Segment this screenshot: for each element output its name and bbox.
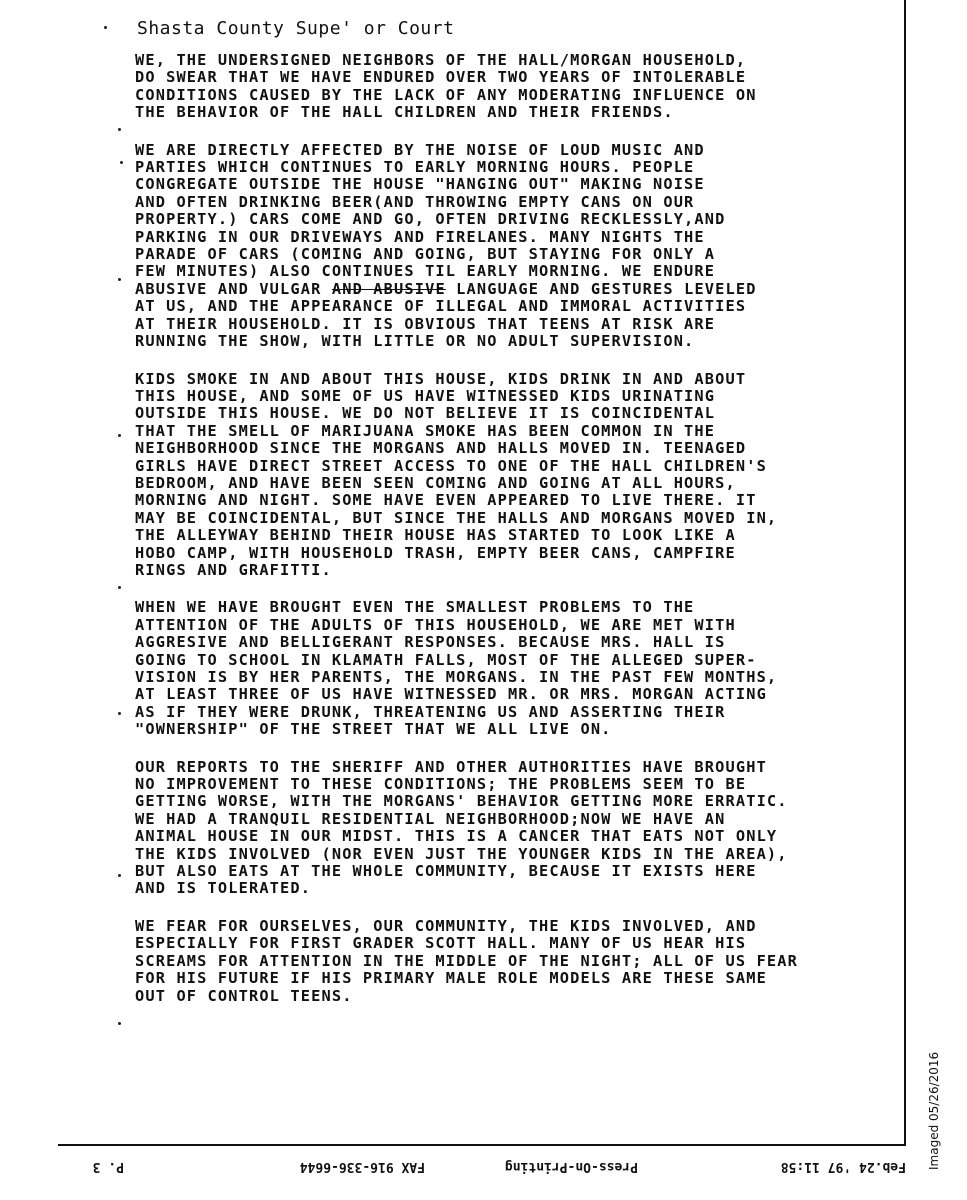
text-line: MAY BE COINCIDENTAL, BUT SINCE THE HALLS AND MORGANS MOVED IN, [135,508,778,527]
fax-page-number: P. 3 [92,1159,124,1174]
text-line: GIRLS HAVE DIRECT STREET ACCESS TO ONE OF THE HALL CHILDREN'S [135,456,767,475]
fax-number: FAX 916-336-6644 [299,1159,425,1174]
fax-header-upside-down [60,1152,906,1182]
text-line: BEDROOM, AND HAVE BEEN SEEN COMING AND GOING AT ALL HOURS, [135,473,736,492]
text-line: THE KIDS INVOLVED (NOR EVEN JUST THE YOUNGER KIDS IN THE AREA), [135,844,788,863]
text-line: THE ALLEYWAY BEHIND THEIR HOUSE HAS STARTED TO LOOK LIKE A [135,526,736,545]
scan-speck [118,586,121,589]
text-line: AT LEAST THREE OF US HAVE WITNESSED MR. OR MRS. MORGAN ACTING [135,685,767,704]
paragraph [135,918,855,1005]
text-line: AT US, AND THE APPEARANCE OF ILLEGAL AND IMMORAL ACTIVITIES [135,297,747,316]
text-line: ANIMAL HOUSE IN OUR MIDST. THIS IS A CANCER THAT EATS NOT ONLY [135,827,778,846]
scan-speck [120,161,123,164]
text-line: WE ARE DIRECTLY AFFECTED BY THE NOISE OF LOUD MUSIC AND [135,140,705,159]
text-line: ABUSIVE AND VULGAR AND ABUSIVE LANGUAGE AND GESTURES LEVELED [135,279,757,298]
text-line: WE, THE UNDERSIGNED NEIGHBORS OF THE HALL/MORGAN HOUSEHOLD, [135,51,747,69]
text-line: WHEN WE HAVE BROUGHT EVEN THE SMALLEST PROBLEMS TO THE [135,598,695,617]
text-line: MORNING AND NIGHT. SOME HAVE EVEN APPEARED TO LIVE THERE. IT [135,491,757,510]
text-line: FEW MINUTES) ALSO CONTINUES TIL EARLY MORNING. WE ENDURE [135,262,716,281]
text-line: RINGS AND GRAFITTI. [135,560,332,579]
scan-speck [104,26,107,29]
scan-speck [118,128,121,131]
paragraph [135,759,855,898]
text-line: GOING TO SCHOOL IN KLAMATH FALLS, MOST OF THE ALLEGED SUPER- [135,650,757,669]
paragraph [135,142,855,351]
text-line: CONDITIONS CAUSED BY THE LACK OF ANY MODERATING INFLUENCE ON [135,85,757,104]
text-line: OUR REPORTS TO THE SHERIFF AND OTHER AUTHORITIES HAVE BROUGHT [135,757,767,776]
scan-speck [118,1022,121,1025]
text-line: OUT OF CONTROL TEENS. [135,986,353,1005]
paragraph [135,599,855,738]
fax-date-time: Feb.24 '97 11:58 [780,1159,906,1174]
paragraph [135,52,855,122]
text-line: AS IF THEY WERE DRUNK, THREATENING US AND ASSERTING THEIR [135,702,726,721]
scan-speck [118,712,121,715]
text-line: RUNNING THE SHOW, WITH LITTLE OR NO ADULT SUPERVISION. [135,332,695,351]
scan-speck [118,434,121,437]
text-line: PROPERTY.) CARS COME AND GO, OFTEN DRIVING RECKLESSLY,AND [135,210,726,229]
court-heading: Shasta County Supe' or Court [137,18,455,39]
text-line: THE BEHAVIOR OF THE HALL CHILDREN AND THEIR FRIENDS. [135,103,674,122]
text-line: VISION IS BY HER PARENTS, THE MORGANS. IN THE PAST FEW MONTHS, [135,668,778,686]
text-line: WE FEAR FOR OURSELVES, OUR COMMUNITY, THE KIDS INVOLVED, AND [135,916,757,935]
text-line: WE HAD A TRANQUIL RESIDENTIAL NEIGHBORHOOD;NOW WE HAVE AN [135,809,726,828]
scan-speck [118,278,121,281]
text-line: GETTING WORSE, WITH THE MORGANS' BEHAVIOR GETTING MORE ERRATIC. [135,792,788,811]
text-line: NO IMPROVEMENT TO THESE CONDITIONS; THE PROBLEMS SEEM TO BE [135,775,747,794]
text-line: PARKING IN OUR DRIVEWAYS AND FIRELANES. MANY NIGHTS THE [135,227,705,246]
text-line: THAT THE SMELL OF MARIJUANA SMOKE HAS BEEN COMMON IN THE [135,421,716,440]
text-line: NEIGHBORHOOD SINCE THE MORGANS AND HALLS MOVED IN. TEENAGED [135,439,747,458]
text-line: FOR HIS FUTURE IF HIS PRIMARY MALE ROLE MODELS ARE THESE SAME [135,969,767,988]
text-line: CONGREGATE OUTSIDE THE HOUSE "HANGING OUT" MAKING NOISE [135,175,705,194]
text-line: BUT ALSO EATS AT THE WHOLE COMMUNITY, BECAUSE IT EXISTS HERE [135,862,757,881]
struck-out-text: AND ABUSIVE [331,279,446,298]
fax-sender: Press-On-Printing [504,1159,638,1174]
text-line: KIDS SMOKE IN AND ABOUT THIS HOUSE, KIDS DRINK IN AND ABOUT [135,369,747,388]
text-line: ATTENTION OF THE ADULTS OF THIS HOUSEHOLD, WE ARE MET WITH [135,615,736,634]
text-line: SCREAMS FOR ATTENTION IN THE MIDDLE OF THE NIGHT; ALL OF US FEAR [135,951,799,970]
text-line: THIS HOUSE, AND SOME OF US HAVE WITNESSED KIDS URINATING [135,386,716,405]
text-line: HOBO CAMP, WITH HOUSEHOLD TRASH, EMPTY BEER CANS, CAMPFIRE [135,543,736,562]
declaration-body [135,52,855,1025]
text-line: AT THEIR HOUSEHOLD. IT IS OBVIOUS THAT TEENS AT RISK ARE [135,314,716,333]
text-line: PARADE OF CARS (COMING AND GOING, BUT STAYING FOR ONLY A [135,245,716,264]
text-line: AND IS TOLERATED. [135,879,312,898]
scan-speck [118,874,121,877]
text-line: "OWNERSHIP" OF THE STREET THAT WE ALL LIVE ON. [135,720,612,739]
text-line: OUTSIDE THIS HOUSE. WE DO NOT BELIEVE IT IS COINCIDENTAL [135,404,716,423]
text-line: AGGRESIVE AND BELLIGERANT RESPONSES. BECAUSE MRS. HALL IS [135,633,726,652]
paragraph [135,371,855,580]
text-line: AND OFTEN DRINKING BEER(AND THROWING EMPTY CANS ON OUR [135,192,695,211]
text-line: ESPECIALLY FOR FIRST GRADER SCOTT HALL. MANY OF US HEAR HIS [135,934,747,953]
text-line: DO SWEAR THAT WE HAVE ENDURED OVER TWO YEARS OF INTOLERABLE [135,68,747,87]
imaged-date-stamp: Imaged 05/26/2016 [927,1051,941,1170]
text-line: PARTIES WHICH CONTINUES TO EARLY MORNING HOURS. PEOPLE [135,158,695,177]
